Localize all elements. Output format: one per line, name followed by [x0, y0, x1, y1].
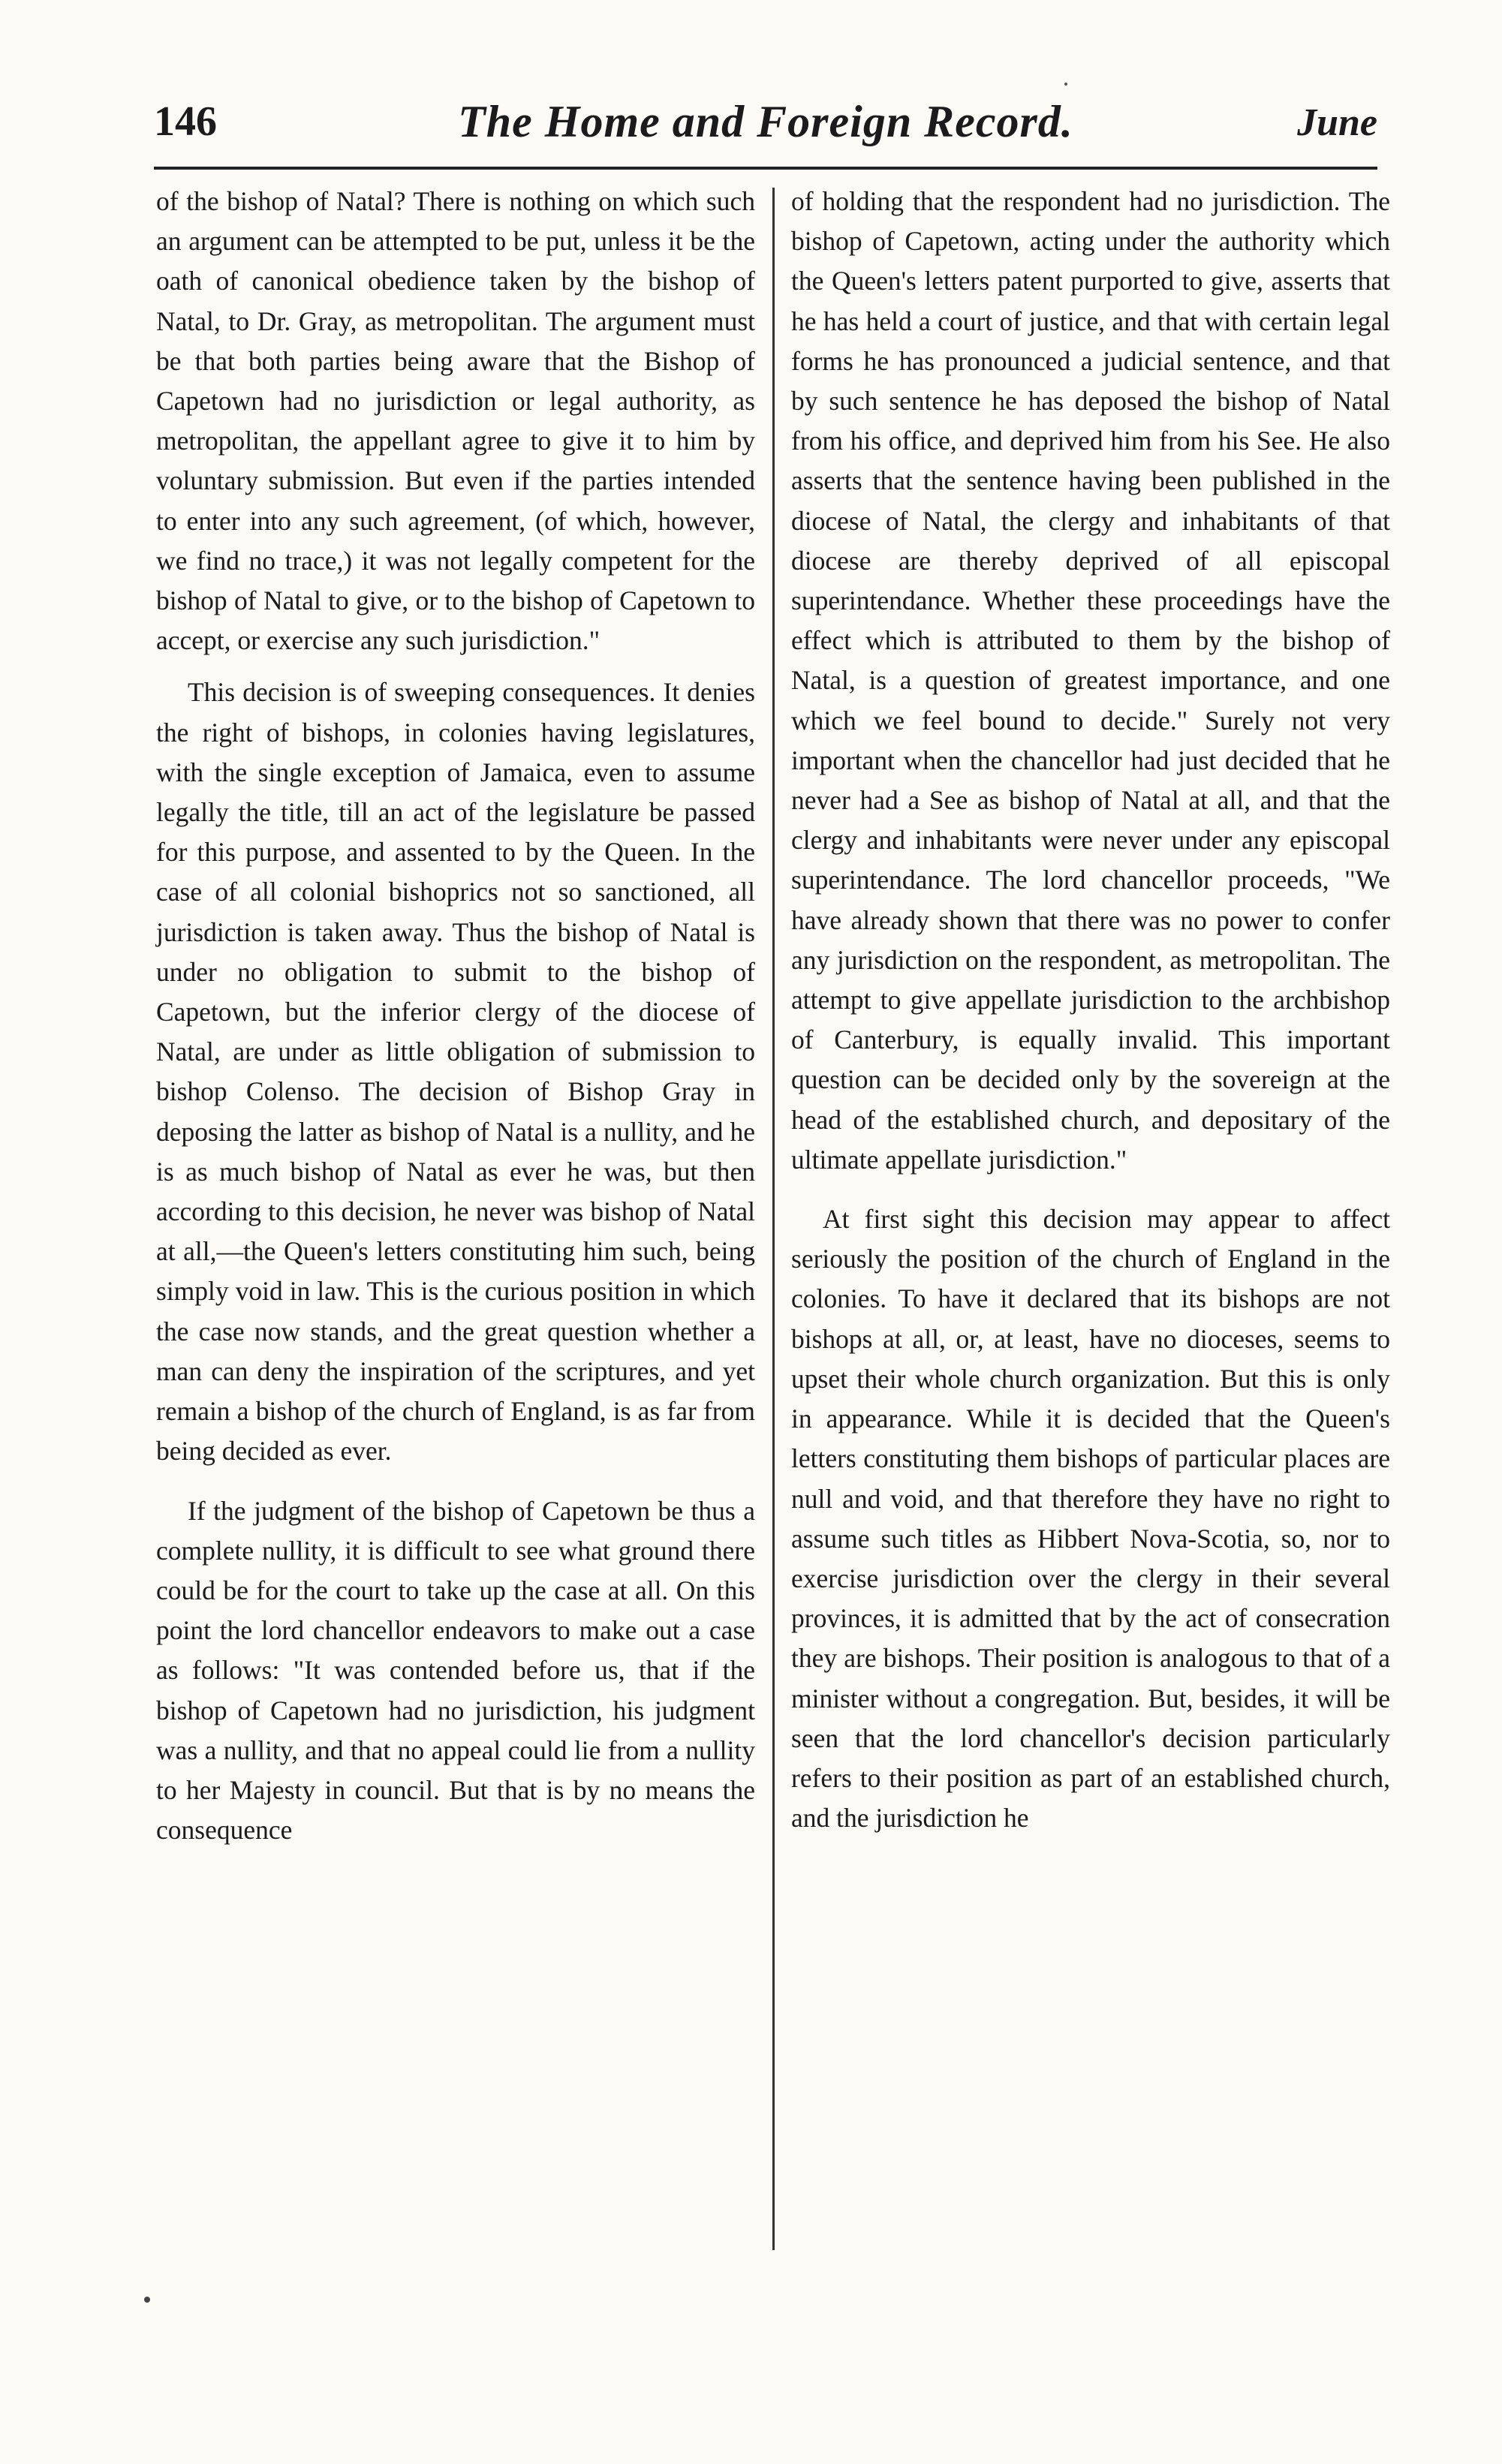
issue-month: June — [1297, 101, 1377, 144]
left-paragraph-3: If the judgment of the bishop of Capetown be thus a complete nullity, it is difficult to see what ground there could be for the court to take up the case at all. On this point the lord chancellor endeavors to make out a case as follows: "It was contended before us, that if the bishop of Capetown had no jurisdiction, his judgment was a nullity, and that no appeal could lie from a nullity to her Majesty in council. But that is by no means the consequence — [156, 1495, 755, 1846]
header-rule — [154, 167, 1377, 170]
right-paragraph-2: At first sight this decision may appear to affect seriously the position of the church of England in the colonies. To have it declared that its bishops are not bishops at all, or, at least, have no dioceses, seems to upset their whole church organization. But this is only in appearance. While it is decided that the Queen's letters constituting them bishops of particular places are null and void, and that therefore they have no right to assume such titles as Hibbert Nova-Scotia, so, nor to exercise jurisdiction over the clergy in their several provinces, it is admitted that by the act of consecration they are bishops. Their position is analogous to that of a minister without a congregation. But, besides, it will be seen that the lord chancellor's decision particularly refers to their position as part of an established church, and the jurisdiction he — [791, 1204, 1390, 1834]
ink-speck — [1064, 83, 1067, 86]
page-header — [154, 90, 1377, 158]
running-title: The Home and Foreign Record. — [458, 97, 1073, 146]
right-paragraph-1: of holding that the respondent had no jurisdiction. The bishop of Capetown, acting under the authority which the Queen's letters patent purported to give, asserts that he has held a court of justice, and that with certain legal forms he has pronounced a judicial sentence, and that by such sentence he has deposed the bishop of Natal from his office, and deprived him from his See. He also asserts that the sentence having been published in the diocese of Natal, the clergy and inhabitants of that diocese are thereby deprived of all episcopal superintendance. Whether these proceedings have the effect which is attributed to them by the bishop of Natal, is a question of greatest importance, and one which we feel bound to decide." Surely not very important when the chancellor had just decided that he never had a See as bishop of Natal at all, and that the clergy and inhabitants were never under any episcopal superintendance. The lord chancellor proceeds, "We have already shown that there was no power to confer any jurisdiction on the respondent, as metropolitan. The attempt to give appellate jurisdiction to the archbishop of Canterbury, is equally invalid. This important question can be decided only by the sovereign at the head of the established church, and depositary of the ultimate appellate jurisdiction." — [791, 186, 1390, 1175]
page-number: 146 — [154, 98, 217, 145]
left-paragraph-1: of the bishop of Natal? There is nothing on which such an argument can be attempted to be put, unless it be the oath of canonical obedience taken by the bishop of Natal, to Dr. Gray, as metropolitan. The argument must be that both parties being aware that the Bishop of Capetown had no jurisdiction or legal authority, as metropolitan, the appellant agree to give it to him by voluntary submission. But even if the parties intended to enter into any such agreement, (of which, however, we find no trace,) it was not legally competent for the bishop of Natal to give, or to the bishop of Capetown to accept, or exercise any such jurisdiction." — [156, 186, 755, 656]
column-divider — [772, 188, 775, 2250]
left-paragraph-2: This decision is of sweeping consequences. It denies the right of bishops, in colonies having legislatures, with the single exception of Jamaica, even to assume legally the title, till an act of the legislature be passed for this purpose, and assented to by the Queen. In the case of all colonial bishoprics not so sanctioned, all jurisdiction is taken away. Thus the bishop of Natal is under no obligation to submit to the bishop of Capetown, but the inferior clergy of the diocese of Natal, are under as little obligation of submission to bishop Colenso. The decision of Bishop Gray in deposing the latter as bishop of Natal is a nullity, and he is as much bishop of Natal as ever he was, but then according to this decision, he never was bishop of Natal at all,—the Queen's letters constituting him such, being simply void in law. This is the curious position in which the case now stands, and the great question whether a man can deny the inspiration of the scriptures, and yet remain a bishop of the church of England, is as far from being decided as ever. — [156, 677, 755, 1467]
right-column — [791, 182, 1390, 1838]
left-column — [156, 182, 755, 1850]
margin-mark — [144, 2297, 150, 2303]
